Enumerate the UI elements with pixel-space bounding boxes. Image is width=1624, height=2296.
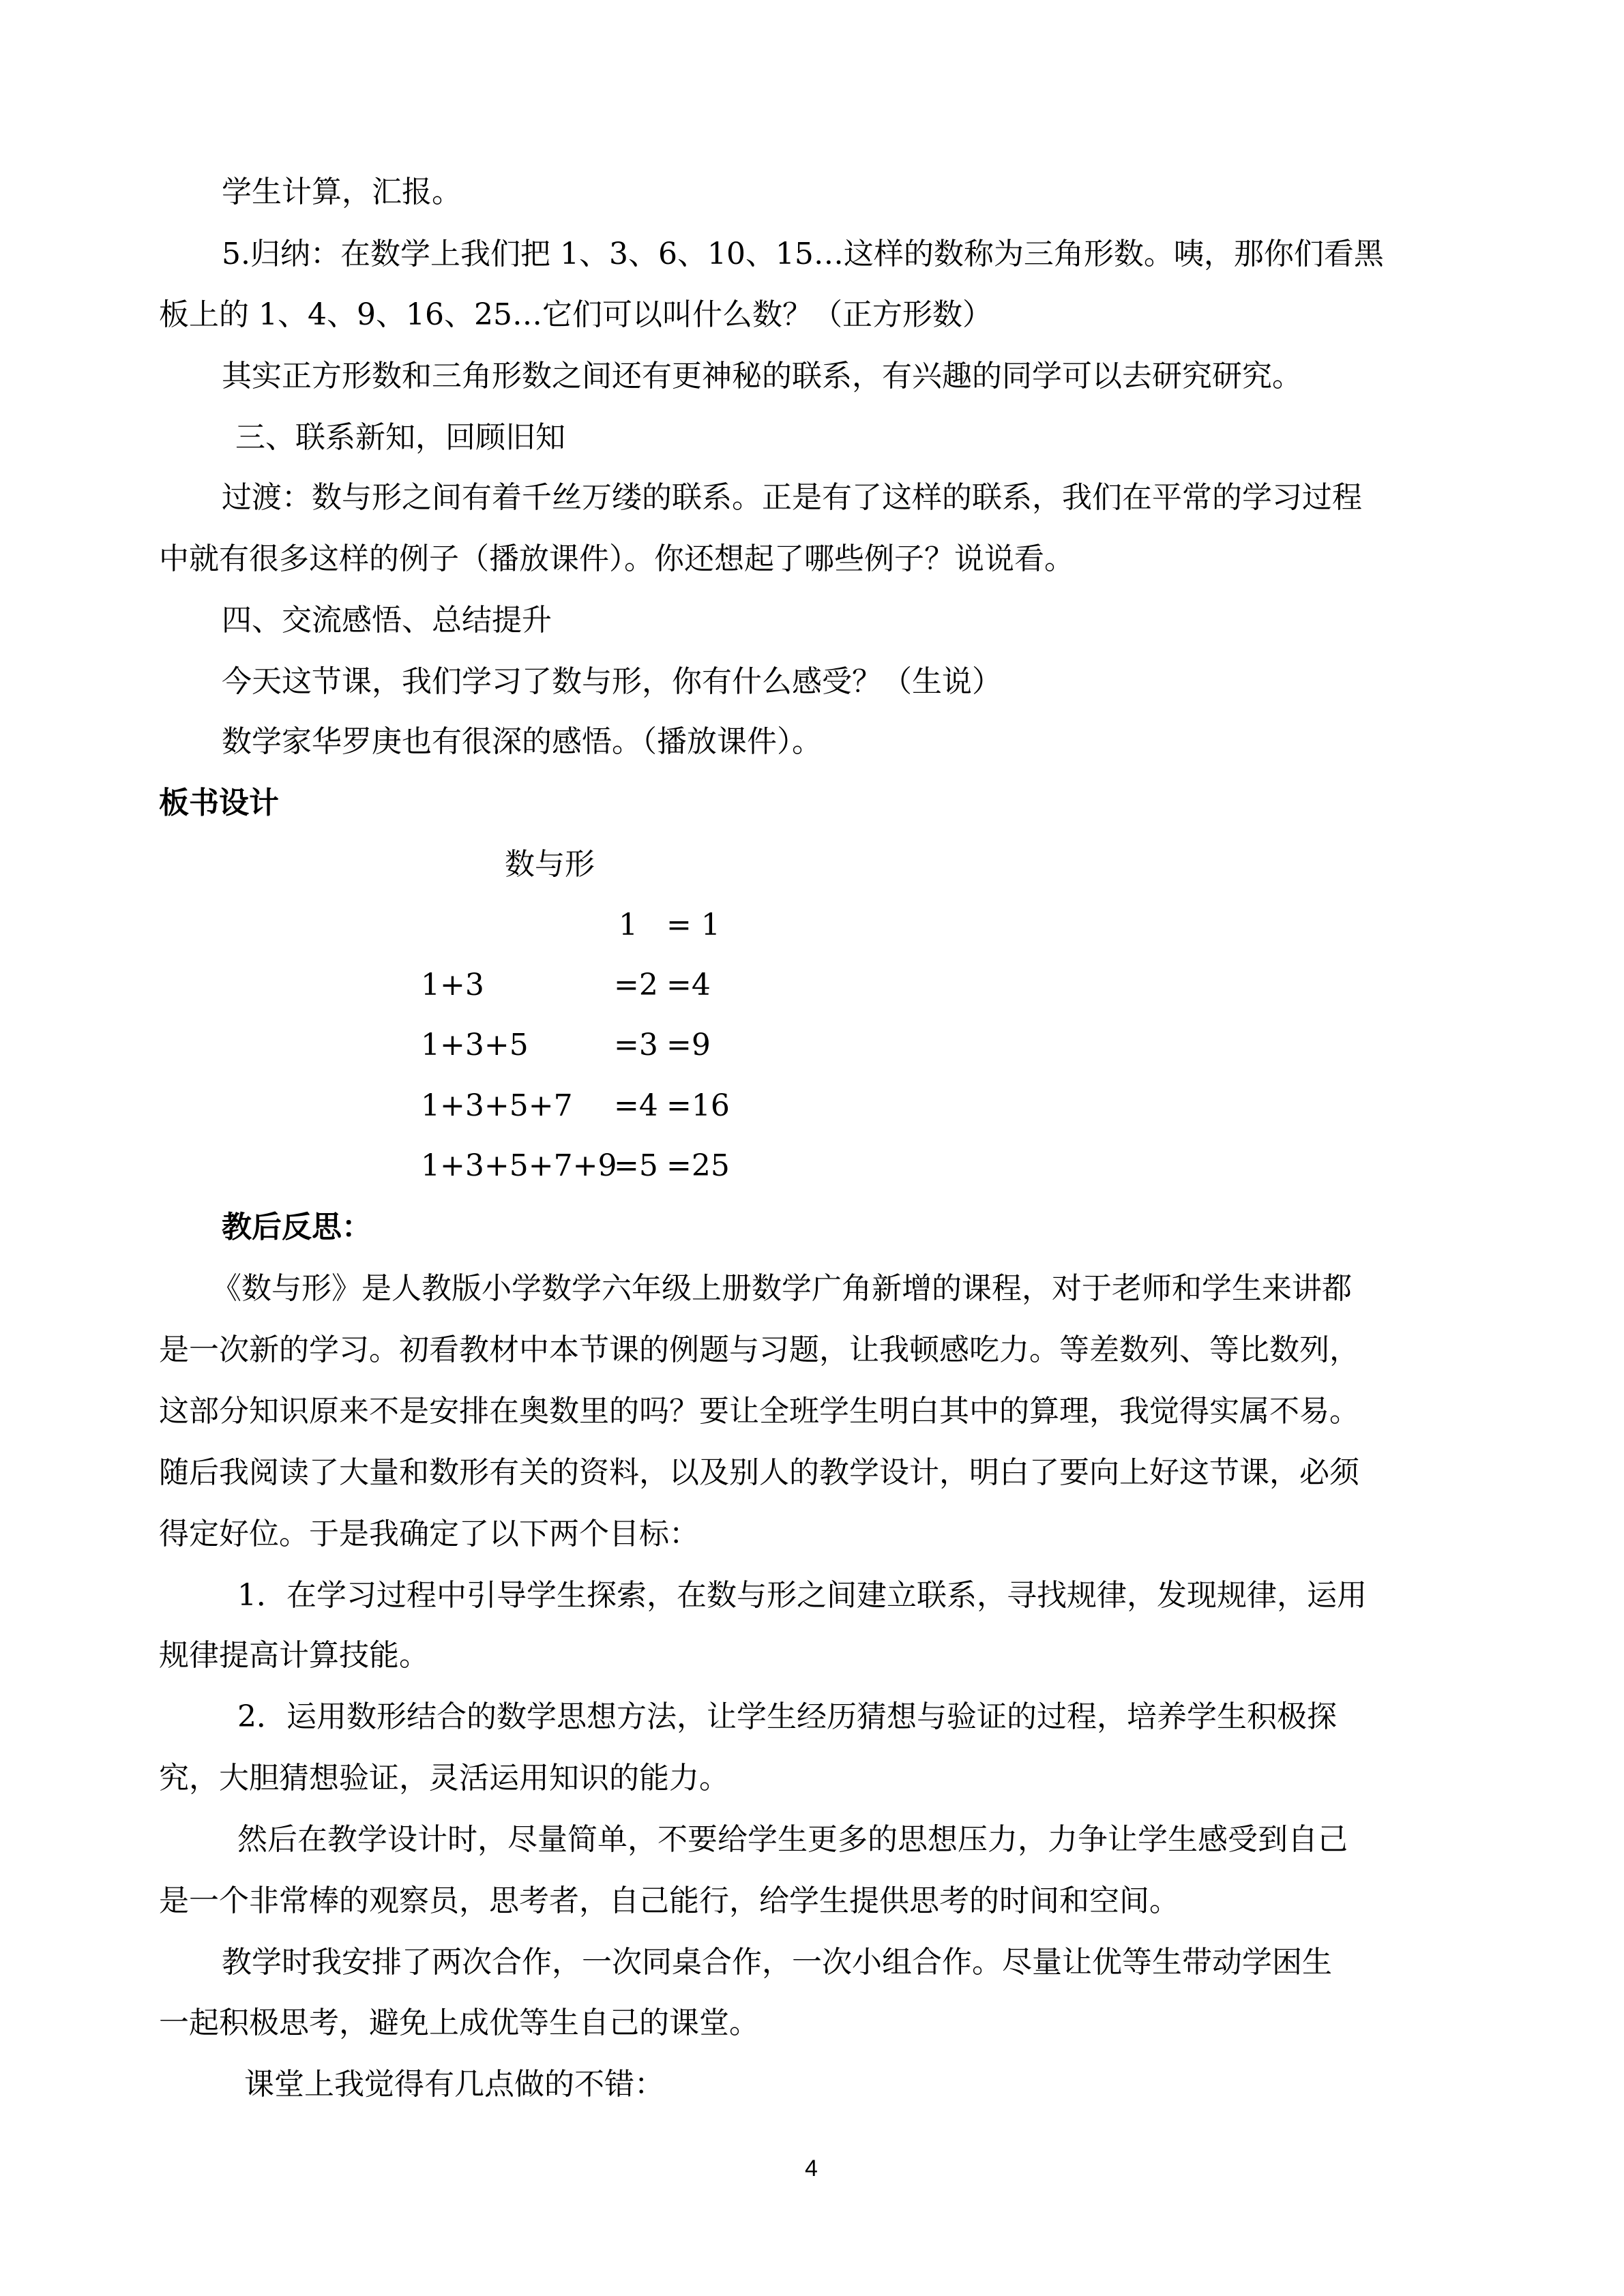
section-heading: 四、交流感悟、总结提升 — [222, 603, 552, 638]
lesson-text: 板上的 1、4、9、16、25…它们可以叫什么数？（正方形数） — [159, 297, 992, 332]
page-number: 4 — [805, 2156, 818, 2181]
board-count: =4 — [614, 1088, 658, 1123]
board-design-heading: 板书设计 — [159, 786, 279, 820]
board-sum: 1+3+5+7 — [421, 1088, 573, 1123]
lesson-text: 5.归纳：在数学上我们把 1、3、6、10、15…这样的数称为三角形数。咦，那你们看黑 — [222, 237, 1384, 271]
reflection-goal: 1．在学习过程中引导学生探索，在数与形之间建立联系，寻找规律，发现规律，运用 — [237, 1578, 1367, 1613]
board-square: =25 — [666, 1148, 730, 1183]
reflection-text: 教学时我安排了两次合作，一次同桌合作，一次小组合作。尽量让优等生带动学困生 — [222, 1945, 1332, 1980]
board-square: =9 — [666, 1028, 711, 1062]
lesson-text: 数学家华罗庚也有很深的感悟。（播放课件）。 — [222, 724, 822, 759]
reflection-text: 是一次新的学习。初看教材中本节课的例题与习题，让我顿感吃力。等差数列、等比数列， — [159, 1332, 1359, 1367]
board-square: = 1 — [666, 908, 720, 942]
reflection-text: 是一个非常棒的观察员，思考者，自己能行，给学生提供思考的时间和空间。 — [159, 1883, 1179, 1918]
lesson-text: 过渡：数与形之间有着千丝万缕的联系。正是有了这样的联系，我们在平常的学习过程 — [222, 480, 1362, 515]
board-title: 数与形 — [505, 847, 595, 882]
board-sum: 1+3 — [421, 968, 484, 1002]
section-heading: 三、联系新知，回顾旧知 — [235, 420, 565, 455]
board-count: =2 — [614, 968, 658, 1002]
reflection-text: 然后在教学设计时，尽量简单，不要给学生更多的思想压力，力争让学生感受到自己 — [237, 1822, 1348, 1857]
reflection-text: 这部分知识原来不是安排在奥数里的吗？要让全班学生明白其中的算理，我觉得实属不易。 — [159, 1394, 1359, 1429]
lesson-text: 其实正方形数和三角形数之间还有更神秘的联系，有兴趣的同学可以去研究研究。 — [222, 359, 1302, 393]
board-count: =5 — [614, 1148, 658, 1183]
board-square: =16 — [666, 1088, 730, 1123]
reflection-text: 一起积极思考，避免上成优等生自己的课堂。 — [159, 2006, 759, 2040]
reflection-text: 得定好位。于是我确定了以下两个目标： — [159, 1517, 699, 1551]
board-count: =3 — [614, 1028, 658, 1062]
lesson-text: 今天这节课，我们学习了数与形，你有什么感受？（生说） — [222, 664, 1002, 699]
reflection-text: 随后我阅读了大量和数形有关的资料，以及别人的教学设计，明白了要向上好这节课，必须 — [159, 1455, 1359, 1490]
lesson-text: 中就有很多这样的例子（播放课件）。你还想起了哪些例子？说说看。 — [159, 541, 1074, 576]
board-sum: 1+3+5 — [421, 1028, 529, 1062]
lesson-text: 学生计算，汇报。 — [222, 175, 462, 209]
reflection-heading: 教后反思： — [222, 1210, 372, 1244]
reflection-goal: 规律提高计算技能。 — [159, 1638, 429, 1673]
reflection-goal: 2．运用数形结合的数学思想方法，让学生经历猜想与验证的过程，培养学生积极探 — [237, 1699, 1337, 1734]
board-square: =4 — [666, 968, 711, 1002]
reflection-goal: 究，大胆猜想验证，灵活运用知识的能力。 — [159, 1761, 729, 1795]
reflection-text: 课堂上我觉得有几点做的不错： — [244, 2067, 664, 2102]
reflection-text: 《数与形》是人教版小学数学六年级上册数学广角新增的课程，对于老师和学生来讲都 — [211, 1271, 1352, 1306]
board-sum: 1+3+5+7+9 — [421, 1148, 617, 1183]
board-count: 1 — [619, 908, 638, 942]
